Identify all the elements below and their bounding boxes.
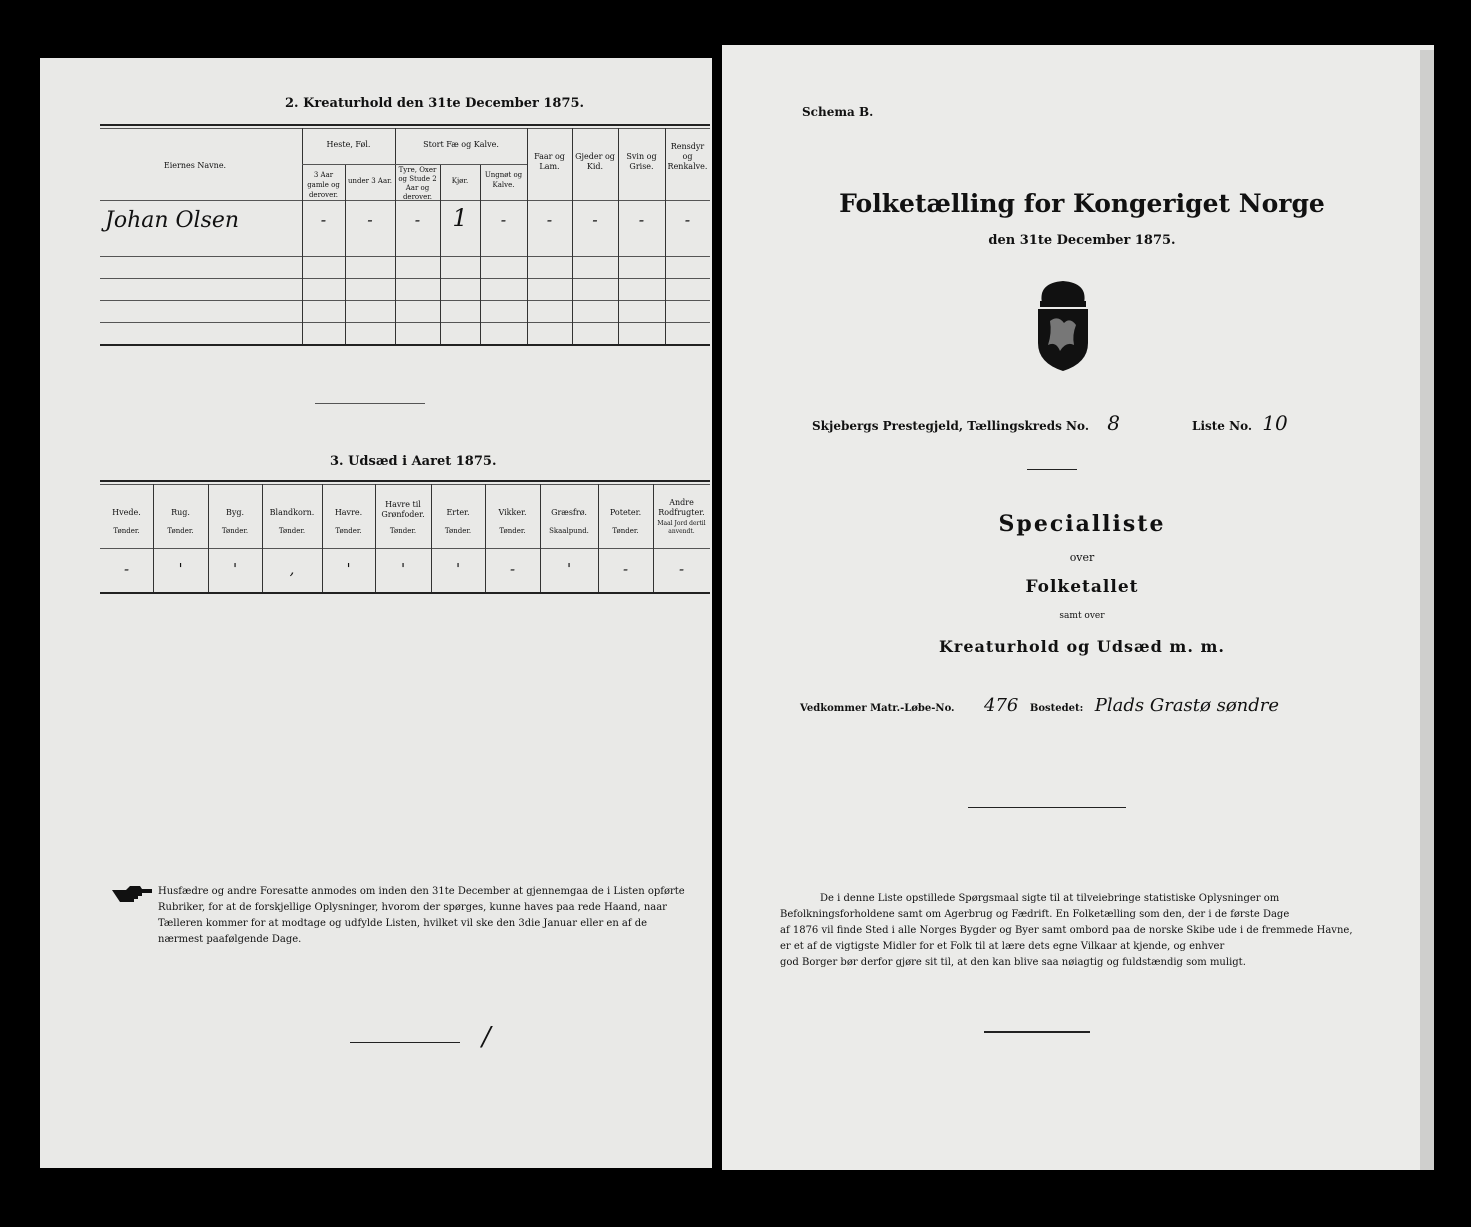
s3-header: Blandkorn. xyxy=(269,508,315,517)
s2-value: - xyxy=(500,210,507,229)
s3-value: ' xyxy=(178,560,183,578)
s3-unit: Maal Jord dertil anvendt. xyxy=(657,520,706,535)
liste-label: Liste No. xyxy=(1192,419,1253,433)
bosted-value: Plads Grastø søndre xyxy=(1094,695,1280,716)
s3-value: ' xyxy=(232,560,238,578)
bosted-label: Bostedet: xyxy=(1029,703,1084,714)
cattle-sub2: Kjør. xyxy=(451,177,469,185)
matr-value: 476 xyxy=(984,695,1019,716)
pointing-hand-icon xyxy=(110,884,154,906)
s3-unit: Skaalpund. xyxy=(549,527,589,535)
s3-value: ' xyxy=(346,560,351,578)
sheep-header: Faar og Lam. xyxy=(534,152,565,171)
s3-value: ' xyxy=(566,560,572,578)
notice-line: Rubriker, for at de forskjellige Oplysninger, hvorom der spørges, kunne haves paa rede Haand, naar xyxy=(158,902,667,913)
s2-value: - xyxy=(414,210,421,229)
district-label: Skjebergs Prestegjeld, Tællingskreds No. xyxy=(812,419,1089,433)
s3-unit: Tønder. xyxy=(167,527,194,535)
notice-line: Tælleren kommer for at modtage og udfylde Listen, hvilket vil ske den 3die Januar eller en af de xyxy=(158,918,648,929)
s3-unit: Tønder. xyxy=(221,527,249,535)
bottom-mark: / xyxy=(482,1022,491,1052)
s3-value: - xyxy=(622,560,629,578)
s2-value: - xyxy=(684,210,691,229)
s3-value: ' xyxy=(400,560,406,578)
s3-value: - xyxy=(678,560,685,578)
goats-header: Gjeder og Kid. xyxy=(575,152,615,171)
cattle-sub3: Ungnøt og Kalve. xyxy=(484,171,523,189)
s3-header: Hvede. xyxy=(112,508,141,517)
norwegian-coat-of-arms-icon xyxy=(1028,277,1098,373)
footer-text xyxy=(780,891,1420,971)
s3-header: Vikker. xyxy=(498,508,527,517)
owner-name: Johan Olsen xyxy=(105,208,240,233)
liste-number: 10 xyxy=(1262,411,1288,435)
page-edge xyxy=(1420,50,1434,1170)
footer-line: af 1876 vil finde Sted i alle Norges Bygder og Byer samt ombord paa de norske Skibe ude i de fremmede Havne, xyxy=(780,925,1353,936)
owner-header: Eiernes Navne. xyxy=(163,161,227,170)
matr-label: Vedkommer Matr.-Løbe-No. xyxy=(800,703,955,714)
s3-unit: Tønder. xyxy=(113,527,140,535)
notice-line: nærmest paafølgende Dage. xyxy=(158,934,302,945)
kreaturhold-label: Kreaturhold og Udsæd m. m. xyxy=(939,637,1225,656)
right-page xyxy=(722,45,1434,1170)
s3-header: Havre til Grønfoder. xyxy=(381,500,425,519)
s3-unit: Tønder. xyxy=(612,527,639,535)
footer-line: De i denne Liste opstillede Spørgsmaal sigte til at tilveiebringe statistiske Oplysninger om xyxy=(820,893,1280,904)
s3-header: Erter. xyxy=(446,508,470,517)
form-date: den 31te December 1875. xyxy=(988,233,1176,248)
s3-unit: Tønder. xyxy=(389,527,417,535)
s3-value: ' xyxy=(455,560,461,578)
liste-field xyxy=(1192,411,1288,435)
footer-line: er et af de vigtigste Midler for et Folk til at lære dets egne Vilkaar at kjende, og enhver xyxy=(780,941,1225,952)
s3-header: Rug. xyxy=(171,508,190,517)
s2-value: - xyxy=(320,210,327,229)
samt-over-label: samt over xyxy=(1059,611,1105,621)
schema-label: Schema B. xyxy=(802,105,874,119)
footer-line: Befolkningsforholdene samt om Agerbrug og Fædrift. En Folketælling som den, der i de første Dage xyxy=(780,909,1290,920)
reindeer-header: Rensdyr og Renkalve. xyxy=(667,142,708,171)
district-line xyxy=(812,411,1120,435)
horses-sub2: under 3 Aar. xyxy=(348,177,392,185)
district-number: 8 xyxy=(1107,411,1120,435)
s3-header: Poteter. xyxy=(609,508,642,517)
cattle-sub1: Tyre, Oxer og Stude 2 Aar og derover. xyxy=(398,166,437,201)
over-label: over xyxy=(1069,551,1095,564)
s2-value: - xyxy=(638,210,645,229)
section2-title: 2. Kreaturhold den 31te December 1875. xyxy=(285,96,585,111)
s3-header: Byg. xyxy=(225,508,245,517)
s2-value: 1 xyxy=(452,204,468,232)
s3-unit: Tønder. xyxy=(444,527,472,535)
folketallet-label: Folketallet xyxy=(1025,577,1139,597)
horses-sub1: 3 Aar gamle og derover. xyxy=(307,171,340,199)
section3-title: 3. Udsæd i Aaret 1875. xyxy=(330,454,497,469)
cattle-header: Stort Fæ og Kalve. xyxy=(423,140,499,149)
s3-value: - xyxy=(123,560,130,578)
footer-line: god Borger bør derfor gjøre sit til, at den kan blive saa nøiagtig og fuldstændig som muligt. xyxy=(780,957,1246,968)
s3-header: Havre. xyxy=(334,508,363,517)
left-page xyxy=(40,58,712,1168)
notice-line: Husfædre og andre Foresatte anmodes om inden den 31te December at gjennemgaa de i Listen opførte xyxy=(158,886,685,897)
s3-header: Græsfrø. xyxy=(551,508,587,517)
horses-header: Heste, Føl. xyxy=(326,140,371,149)
s2-value: - xyxy=(367,210,373,229)
s3-value: , xyxy=(289,560,295,578)
s2-value: - xyxy=(546,210,553,229)
s2-value: - xyxy=(592,210,598,229)
s3-unit: Tønder. xyxy=(335,527,362,535)
s3-value: - xyxy=(509,560,516,578)
s3-unit: Tønder. xyxy=(278,527,306,535)
s3-unit: Tønder. xyxy=(499,527,526,535)
form-title: Folketælling for Kongeriget Norge xyxy=(839,189,1325,218)
matr-field xyxy=(800,695,1279,716)
pigs-header: Svin og Grise. xyxy=(626,152,657,171)
specialliste-heading: Specialliste xyxy=(998,511,1166,537)
notice-text xyxy=(158,884,718,948)
s3-header: Andre Rodfrugter. xyxy=(658,498,705,517)
